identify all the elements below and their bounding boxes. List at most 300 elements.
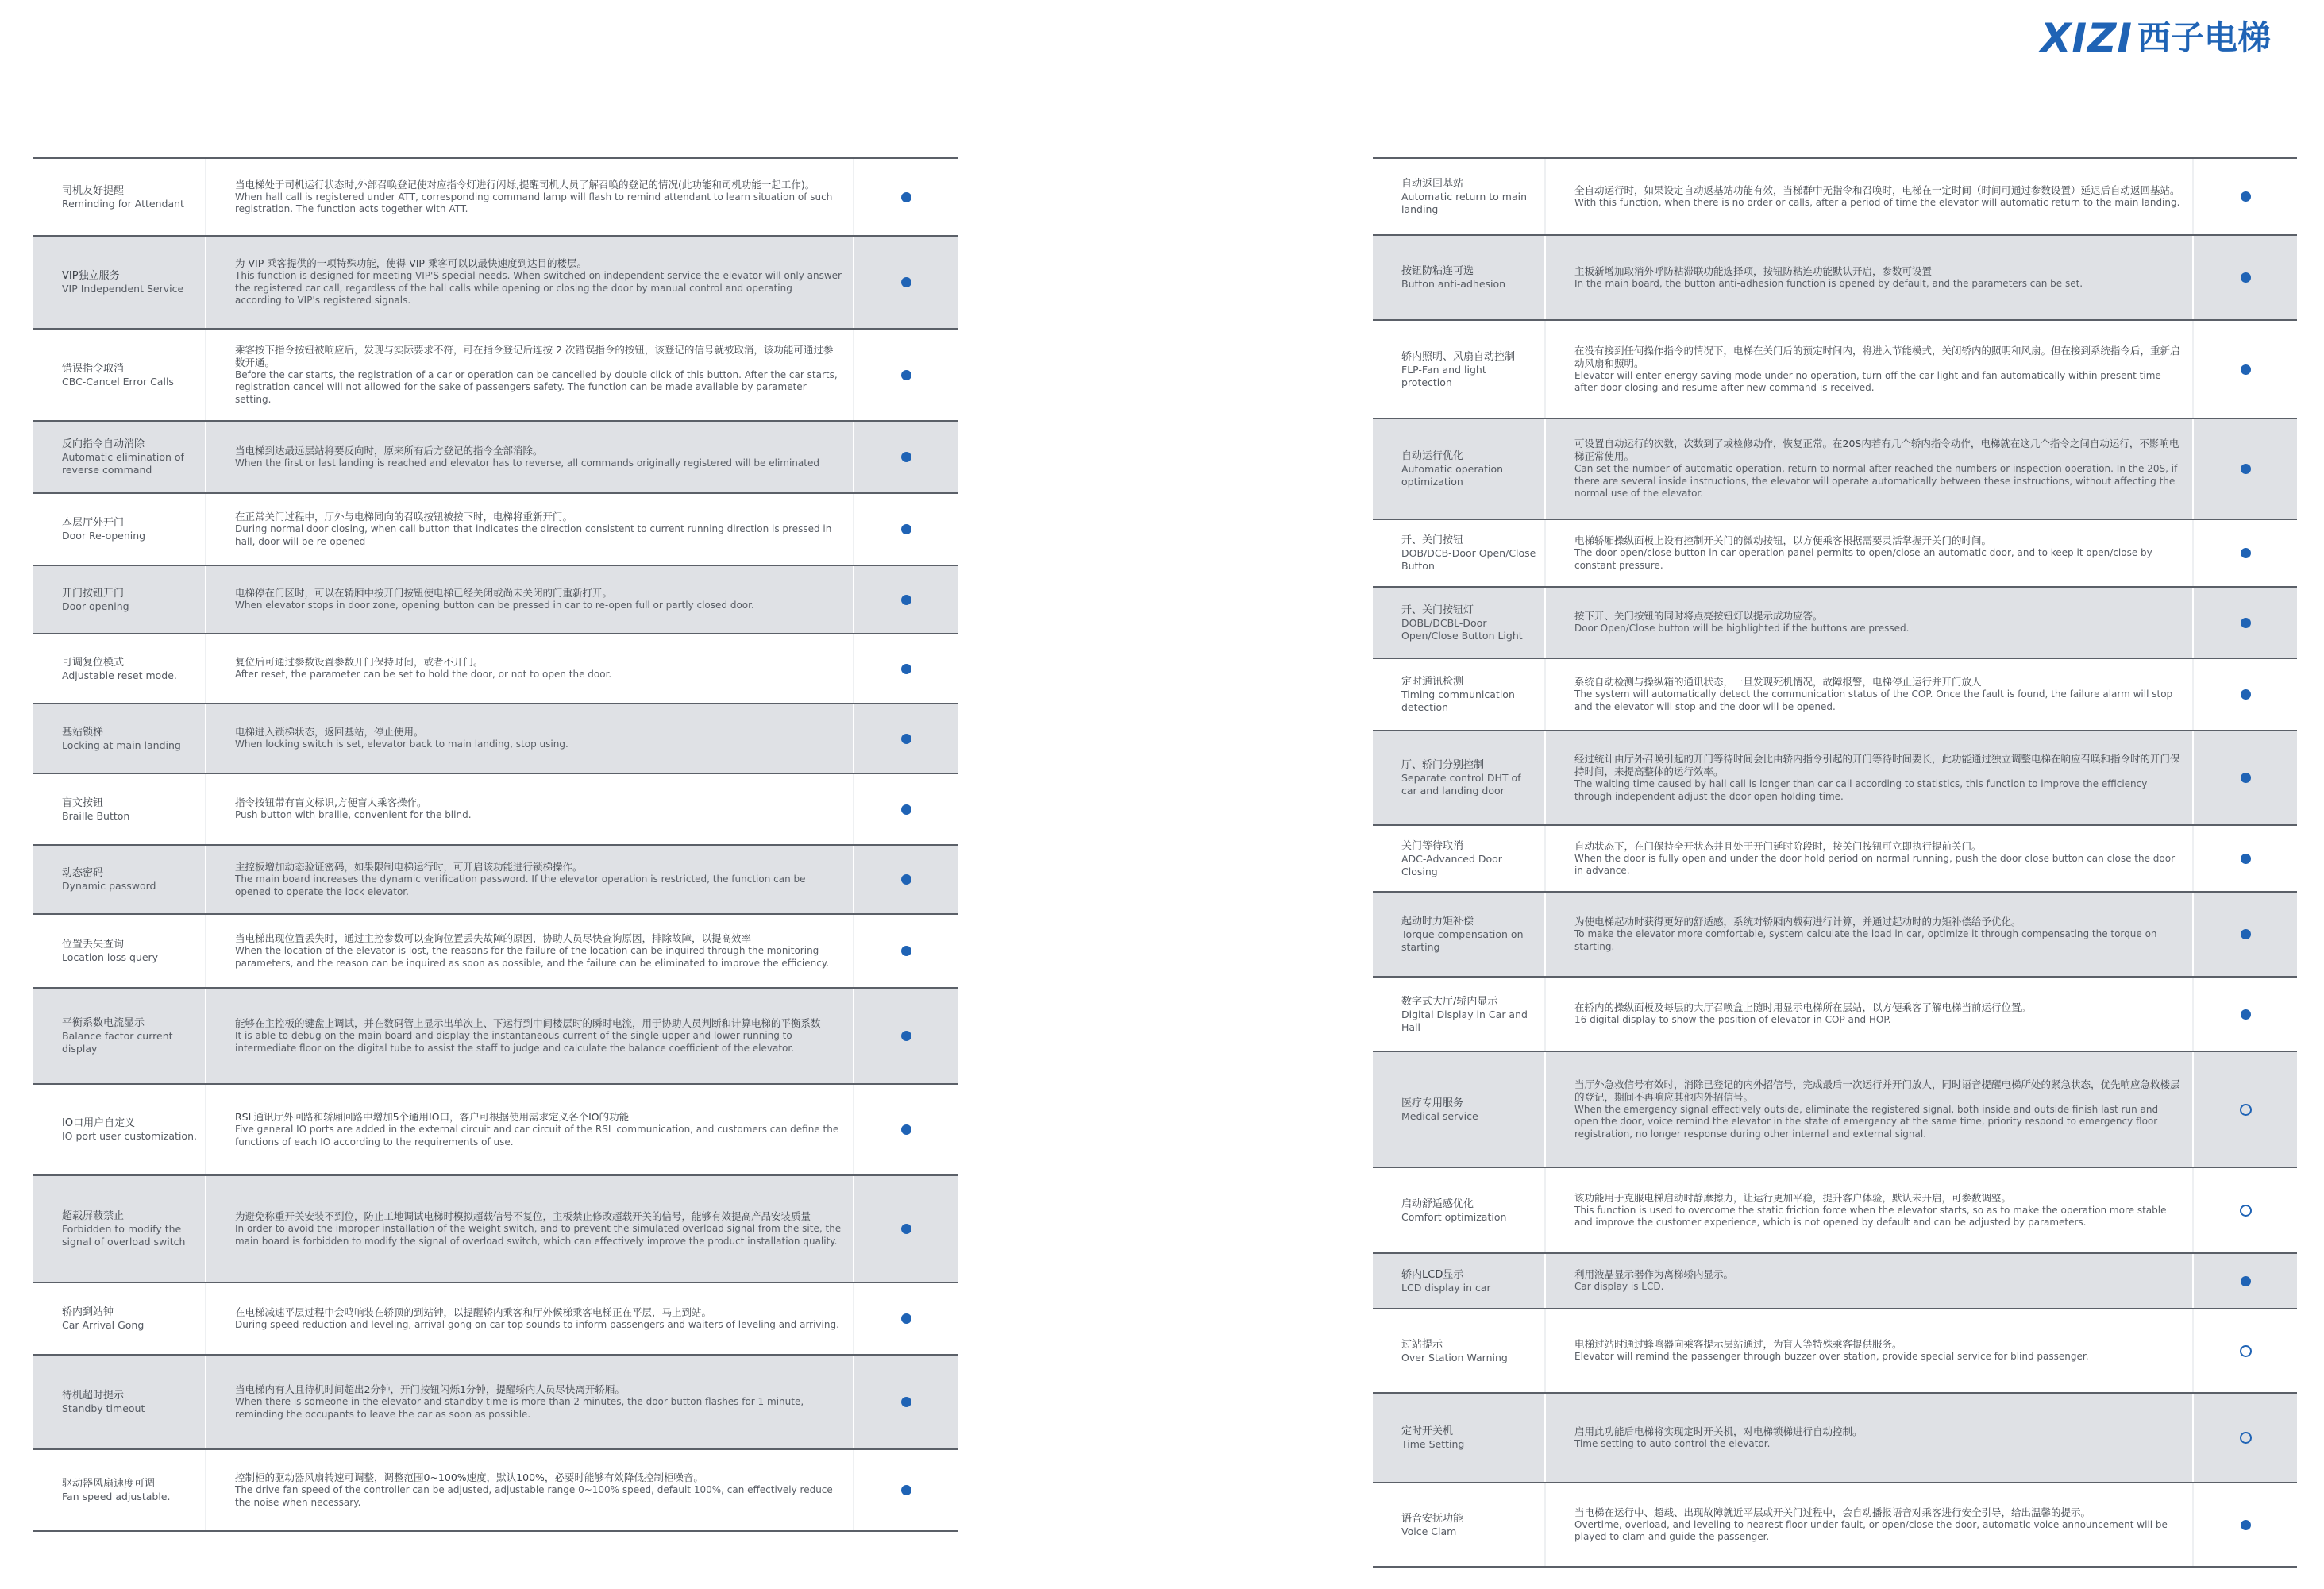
availability-cell	[854, 915, 958, 987]
feature-row	[33, 704, 958, 774]
feature-name-cn: 起动时力矩补偿	[1401, 916, 1474, 928]
feature-name-cell	[33, 1356, 206, 1448]
feature-description-cn: 电梯进入锁梯状态，返回基站，停止使用。	[235, 726, 424, 739]
feature-name-en: FLP-Fan and light protection	[1401, 363, 1486, 388]
feature-name-cell	[33, 634, 206, 703]
feature-name-cell	[33, 422, 206, 492]
feature-row	[1373, 588, 2297, 659]
feature-name-cell	[1373, 1052, 1546, 1167]
feature-name-en: DOB/DCB-Door Open/Close Button	[1401, 547, 1536, 572]
feature-description-en: The system will automatically detect the communication status of the COP. Once the fault is found, the failure alarm will stop and the elevator will stop and the door will be opened.	[1574, 688, 2173, 712]
feature-description-en: When the emergency signal effectively outside, eliminate the registered signal, both inside and outside finish last run and open the door, voice remind the elevator in the state of emergency at the same time, priority respond to emergency floor registration, no longer response during other internal and external signal.	[1574, 1103, 2159, 1140]
feature-description-cell	[1546, 520, 2194, 586]
brand-logo	[2041, 16, 2271, 60]
feature-name-en: Automatic return to main landing	[1401, 191, 1528, 215]
feature-description-cn: 自动状态下，在门保持全开状态并且处于开门延时阶段时，按关门按钮可立即执行提前关门。	[1574, 839, 1982, 852]
feature-description-cn: 全自动运行时，如果设定自动返基站功能有效，当梯群中无指令和召唤时，电梯在一定时间（时间可通过参数设置）延迟后自动返回基站。	[1574, 183, 2180, 196]
feature-description-cell	[1546, 236, 2194, 319]
feature-name-cn: 定时通讯检测	[1401, 676, 1464, 688]
feature-description-en: 16 digital display to show the position of elevator in COP and HOP.	[1574, 1014, 1891, 1026]
availability-cell	[2194, 520, 2297, 586]
feature-name-en: Timing communication detection	[1401, 688, 1515, 713]
feature-name-cn: 数字式大厅/轿内显示	[1401, 995, 1498, 1008]
feature-description-cell	[1546, 1168, 2194, 1252]
feature-description-cn: 当电梯处于司机运行状态时,外部召唤登记使对应指令灯进行闪烁,提醒司机人员了解召唤的登记的情况(此功能和司机功能一起工作)。	[235, 178, 815, 191]
availability-cell	[2194, 1394, 2297, 1482]
feature-description-cn: 复位后可通过参数设置参数开门保持时间，或者不开门。	[235, 656, 484, 669]
feature-table-left	[33, 157, 958, 1532]
optional-feature-ring-icon	[2240, 1104, 2252, 1116]
feature-description-cell	[1546, 978, 2194, 1051]
optional-feature-ring-icon	[2240, 1345, 2252, 1357]
feature-description-cn: 当厅外急救信号有效时，消除已登记的内外招信号，完成最后一次运行并开门放人，同时语音提醒电梯所处的紧急状态，优先响应急救楼层的登记，期间不再响应其他内外招信号。	[1574, 1078, 2180, 1103]
feature-name-en: DOBL/DCBL-Door Open/Close Button Light	[1401, 616, 1523, 642]
feature-description-en: When hall call is registered under ATT, corresponding command lamp will flash to remind attendant to learn situation of such registration. The function acts together with ATT.	[235, 191, 833, 214]
standard-feature-dot-icon	[901, 874, 911, 885]
feature-description-cell	[1546, 1254, 2194, 1308]
feature-description-en: When locking switch is set, elevator back to main landing, stop using.	[235, 739, 568, 750]
feature-description-cell	[1546, 826, 2194, 891]
feature-description-en: Overtime, overload, and leveling to nearest floor under fault, or open/close the door, automatic voice announcement will be played to clam and guide the passenger.	[1574, 1518, 2168, 1542]
availability-cell	[854, 330, 958, 420]
feature-description-en: The door open/close button in car operation panel permits to open/close an automatic door, and to keep it open/close by constant pressure.	[1574, 547, 2152, 571]
feature-description-cell	[1546, 1309, 2194, 1392]
feature-description-cn: 为避免称重开关安装不到位，防止工地调试电梯时模拟超载信号不复位，主板禁止修改超载开关的信号，能够有效提高产品安装质量	[235, 1210, 811, 1222]
brand-logo-en: XIZI	[2041, 15, 2133, 61]
feature-name-en: IO port user customization.	[62, 1130, 197, 1142]
feature-row	[33, 159, 958, 237]
feature-name-cn: 开、关门按钮	[1401, 534, 1464, 546]
availability-cell	[2194, 659, 2297, 730]
feature-description-cell	[206, 915, 854, 987]
feature-row	[33, 846, 958, 915]
feature-description-en: When elevator stops in door zone, opening button can be pressed in car to re-open full or partly closed door.	[235, 600, 754, 611]
feature-description-en: This function is used to overcome the static friction force when the elevator starts, so as to make the operation more stable and improve the customer experience, which is not opened by default and can be adjusted by parameters.	[1574, 1204, 2167, 1228]
feature-description-cell	[1546, 659, 2194, 730]
availability-cell	[854, 159, 958, 235]
feature-name-cn: 驱动器风扇速度可调	[62, 1478, 156, 1490]
standard-feature-dot-icon	[2241, 773, 2251, 783]
availability-cell	[854, 1283, 958, 1354]
feature-description-cell	[1546, 731, 2194, 824]
feature-row	[33, 566, 958, 634]
feature-description-cell	[206, 422, 854, 492]
feature-name-cn: IO口用户自定义	[62, 1117, 136, 1129]
feature-description-cell	[206, 1356, 854, 1448]
feature-name-cn: 按钮防粘连可选	[1401, 265, 1474, 277]
feature-description-cn: 在正常关门过程中，厅外与电梯同向的召唤按钮被按下时，电梯将重新开门。	[235, 511, 573, 523]
feature-description-cn: 在没有接到任何操作指令的情况下，电梯在关门后的预定时间内，将进入节能模式，关闭轿内的照明和风扇。但在接到系统指令后，重新启动风扇和照明。	[1574, 344, 2180, 369]
feature-description-en: When the door is fully open and under the door hold period on normal running, push the door close button can close the door in advance.	[1574, 852, 2176, 876]
availability-cell	[2194, 1483, 2297, 1566]
feature-description-cell	[206, 846, 854, 913]
feature-name-cn: 开门按钮开门	[62, 587, 125, 600]
feature-name-cell	[33, 1283, 206, 1354]
standard-feature-dot-icon	[901, 664, 911, 674]
availability-cell	[854, 704, 958, 773]
feature-name-en: Over Station Warning	[1401, 1351, 1508, 1363]
feature-description-cn: 在电梯减速平层过程中会鸣响装在轿顶的到站钟，以提醒轿内乘客和厅外候梯乘客电梯正在平层，马上到站。	[235, 1306, 712, 1318]
feature-row	[1373, 520, 2297, 588]
feature-description-cn: RSL通讯厅外回路和轿厢回路中增加5个通用IO口，客户可根据使用需求定义各个IO的功能	[235, 1111, 630, 1123]
feature-name-cn: 本层厅外开门	[62, 517, 125, 529]
feature-row	[33, 774, 958, 846]
feature-name-en: Digital Display in Car and Hall	[1401, 1008, 1528, 1033]
feature-description-en: The drive fan speed of the controller can be adjusted, adjustable range 0~100% speed, default 100%, can effectively reduce the noise when necessary.	[235, 1484, 833, 1508]
feature-description-en: Push button with braille, convenient for the blind.	[235, 809, 472, 821]
feature-description-cell	[206, 1085, 854, 1174]
feature-name-en: Automatic elimination of reverse command	[62, 451, 184, 476]
feature-description-cn: 当电梯到达最远层站将要反向时，原来所有后方登记的指令全部消除。	[235, 444, 543, 457]
feature-row	[1373, 1394, 2297, 1483]
feature-name-cn: 过站提示	[1401, 1338, 1443, 1351]
feature-description-en: In the main board, the button anti-adhesion function is opened by default, and the parameters can be set.	[1574, 277, 2083, 289]
availability-cell	[854, 1176, 958, 1282]
feature-name-en: Door Re-opening	[62, 530, 146, 542]
feature-name-cell	[33, 237, 206, 328]
feature-description-cn: 当电梯在运行中、超载、出现故障就近平层或开关门过程中，会自动播报语音对乘客进行安全引导，给出温馨的提示。	[1574, 1506, 2091, 1518]
feature-row	[33, 1085, 958, 1176]
standard-feature-dot-icon	[901, 1397, 911, 1407]
feature-description-en: The waiting time caused by hall call is longer than car call according to statistics, this function to improve the efficiency through independent adjust the door open holding time.	[1574, 778, 2148, 802]
availability-cell	[854, 237, 958, 328]
feature-name-cell	[1373, 978, 1546, 1051]
feature-name-cn: 盲文按钮	[62, 796, 104, 809]
feature-name-cell	[1373, 236, 1546, 319]
availability-cell	[2194, 1168, 2297, 1252]
feature-description-en: Elevator will enter energy saving mode under no operation, turn off the car light and fan automatically within present time after door closing and resume after new command is received.	[1574, 369, 2161, 393]
availability-cell	[2194, 826, 2297, 891]
feature-description-en: Can set the number of automatic operation, return to normal after reached the numbers or inspection operation. In the 20S, if there are several inside instructions, the elevator will operate automatically between these instructions, without affecting the normal use of the elevator.	[1574, 463, 2178, 499]
feature-description-cn: 当电梯出现位置丢失时，通过主控参数可以查询位置丢失故障的原因，协助人员尽快查询原因，排除故障，以提高效率	[235, 932, 752, 944]
standard-feature-dot-icon	[2241, 548, 2251, 558]
feature-description-cn: 主控板增加动态验证密码，如果限制电梯运行时，可开启该功能进行锁梯操作。	[235, 861, 583, 873]
availability-cell	[854, 566, 958, 633]
feature-name-cell	[1373, 826, 1546, 891]
feature-name-en: Dynamic password	[62, 880, 156, 892]
standard-feature-dot-icon	[2241, 364, 2251, 375]
feature-row	[1373, 978, 2297, 1052]
feature-name-cell	[33, 846, 206, 913]
feature-description-en: Elevator will remind the passenger through buzzer over station, provide special service for blind passenger.	[1574, 1351, 2089, 1363]
feature-name-cn: 语音安抚功能	[1401, 1512, 1464, 1525]
feature-description-cell	[1546, 159, 2194, 234]
feature-name-cn: 超载屏蔽禁止	[62, 1210, 125, 1222]
feature-description-cell	[206, 566, 854, 633]
optional-feature-ring-icon	[2240, 1432, 2252, 1444]
feature-name-en: Location loss query	[62, 951, 159, 963]
feature-name-cell	[1373, 893, 1546, 976]
feature-name-cn: 错误指令取消	[62, 362, 125, 375]
availability-cell	[854, 634, 958, 703]
feature-name-cell	[33, 704, 206, 773]
feature-description-cn: 系统自动检测与操纵箱的通讯状态，一旦发现死机情况，故障报警，电梯停止运行并开门放人	[1574, 676, 1982, 688]
feature-description-cn: 电梯过站时通过蜂鸣器向乘客提示层站通过，为盲人等特殊乘客提供服务。	[1574, 1338, 1902, 1351]
feature-description-cell	[1546, 419, 2194, 519]
availability-cell	[854, 422, 958, 492]
feature-name-cn: 轿内照明、风扇自动控制	[1401, 350, 1516, 363]
feature-row	[1373, 236, 2297, 321]
feature-description-cell	[1546, 1052, 2194, 1167]
feature-description-cn: 电梯停在门区时，可以在轿厢中按开门按钮使电梯已经关闭或尚未关闭的门重新打开。	[235, 587, 613, 600]
feature-name-en: Braille Button	[62, 809, 130, 822]
feature-description-cell	[206, 704, 854, 773]
feature-name-cn: 可调复位模式	[62, 656, 125, 669]
availability-cell	[2194, 1254, 2297, 1308]
feature-name-cell	[33, 1176, 206, 1282]
feature-name-cell	[1373, 731, 1546, 824]
feature-name-cn: 定时开关机	[1401, 1425, 1454, 1437]
feature-name-en: Locking at main landing	[62, 739, 181, 751]
feature-row	[1373, 731, 2297, 826]
feature-description-cn: 指令按钮带有盲文标识,方便盲人乘客操作。	[235, 796, 427, 809]
feature-description-cell	[1546, 1394, 2194, 1482]
availability-cell	[2194, 159, 2297, 234]
feature-name-cn: 反向指令自动消除	[62, 438, 145, 450]
standard-feature-dot-icon	[2241, 1276, 2251, 1286]
feature-name-en: Balance factor current display	[62, 1030, 173, 1055]
feature-description-cn: 在轿内的操纵面板及每层的大厅召唤盒上随时用显示电梯所在层站，以方便乘客了解电梯当前运行位置。	[1574, 1001, 2032, 1014]
availability-cell	[2194, 419, 2297, 519]
feature-description-en: In order to avoid the improper installation of the weight switch, and to prevent the simulated overload signal from the site, the main board is forbidden to modify the signal of overload switch, which can effectively improve the product installation quality.	[235, 1223, 842, 1247]
feature-name-cn: 司机友好提醒	[62, 184, 125, 197]
feature-name-en: Car Arrival Gong	[62, 1319, 145, 1331]
feature-name-en: Medical service	[1401, 1109, 1478, 1122]
availability-cell	[854, 1085, 958, 1174]
feature-name-en: Door opening	[62, 600, 129, 612]
feature-row	[33, 1283, 958, 1356]
feature-row	[1373, 321, 2297, 419]
feature-description-cell	[206, 237, 854, 328]
feature-name-cn: 启动舒适感优化	[1401, 1198, 1474, 1210]
feature-name-cell	[33, 1085, 206, 1174]
feature-name-cn: 开、关门按钮灯	[1401, 604, 1474, 616]
feature-name-cell	[1373, 520, 1546, 586]
feature-description-en: Five general IO ports are added in the external circuit and car circuit of the RSL communication, and customers can define the functions of each IO according to the requirements of use.	[235, 1124, 839, 1147]
feature-name-cn: 平衡系数电流显示	[62, 1017, 145, 1029]
availability-cell	[854, 1356, 958, 1448]
feature-description-en: After reset, the parameter can be set to hold the door, or not to open the door.	[235, 669, 612, 681]
standard-feature-dot-icon	[2241, 191, 2251, 202]
standard-feature-dot-icon	[901, 1313, 911, 1324]
feature-description-cn: 启用此功能后电梯将实现定时开关机，对电梯锁梯进行自动控制。	[1574, 1425, 1863, 1437]
feature-description-cell	[1546, 321, 2194, 418]
feature-name-en: Forbidden to modify the signal of overload switch	[62, 1223, 186, 1248]
standard-feature-dot-icon	[901, 1224, 911, 1234]
feature-description-cn: 经过统计由厅外召唤引起的开门等待时间会比由轿内指令引起的开门等待时间要长，此功能通过独立调整电梯在响应召唤和指令时的开门保持时间，来提高整体的运行效率。	[1574, 753, 2180, 777]
feature-name-cn: 轿内LCD显示	[1401, 1268, 1464, 1281]
feature-row	[1373, 1254, 2297, 1309]
feature-name-cell	[1373, 159, 1546, 234]
standard-feature-dot-icon	[901, 1485, 911, 1495]
feature-description-cn: 能够在主控板的键盘上调试，并在数码管上显示出单次上、下运行到中间楼层时的瞬时电流，用于协助人员判断和计算电梯的平衡系数	[235, 1017, 821, 1029]
feature-name-cell	[1373, 659, 1546, 730]
feature-description-cell	[206, 494, 854, 565]
feature-row	[1373, 659, 2297, 731]
feature-name-cn: 动态密码	[62, 867, 104, 879]
feature-name-en: Separate control DHT of car and landing door	[1401, 772, 1521, 796]
feature-description-en: Time setting to auto control the elevator.	[1574, 1437, 1771, 1449]
feature-description-cell	[1546, 588, 2194, 658]
feature-description-cell	[1546, 1483, 2194, 1566]
standard-feature-dot-icon	[901, 1031, 911, 1041]
standard-feature-dot-icon	[2241, 272, 2251, 283]
feature-row	[33, 1450, 958, 1532]
feature-name-cell	[1373, 1254, 1546, 1308]
availability-cell	[2194, 236, 2297, 319]
standard-feature-dot-icon	[901, 804, 911, 815]
standard-feature-dot-icon	[901, 595, 911, 605]
feature-name-en: Automatic operation optimization	[1401, 463, 1504, 488]
feature-description-cell	[206, 1176, 854, 1282]
feature-name-en: Voice Clam	[1401, 1525, 1457, 1537]
feature-name-en: Reminding for Attendant	[62, 197, 184, 210]
availability-cell	[2194, 1052, 2297, 1167]
feature-row	[1373, 826, 2297, 893]
feature-name-cell	[1373, 1309, 1546, 1392]
standard-feature-dot-icon	[2241, 689, 2251, 700]
feature-name-en: Adjustable reset mode.	[62, 669, 177, 681]
standard-feature-dot-icon	[2241, 854, 2251, 864]
feature-row	[33, 237, 958, 330]
feature-description-en: Car display is LCD.	[1574, 1281, 1664, 1293]
availability-cell	[2194, 321, 2297, 418]
feature-row	[33, 915, 958, 989]
feature-name-cn: 自动运行优化	[1401, 450, 1464, 462]
standard-feature-dot-icon	[2241, 464, 2251, 474]
feature-name-en: Standby timeout	[62, 1402, 145, 1414]
feature-description-en: To make the elevator more comfortable, system calculate the load in car, optimize it through compensating the torque on starting.	[1574, 928, 2157, 952]
feature-description-cn: 可设置自动运行的次数，次数到了或检修动作，恢复正常。在20S内若有几个轿内指令动作，电梯就在这几个指令之间自动运行，不影响电梯正常使用。	[1574, 438, 2179, 463]
feature-description-cn: 为使电梯起动时获得更好的舒适感，系统对轿厢内载荷进行计算，并通过起动时的力矩补偿给予优化。	[1574, 916, 2021, 928]
feature-name-cell	[33, 774, 206, 844]
feature-description-cell	[206, 330, 854, 420]
standard-feature-dot-icon	[901, 452, 911, 462]
standard-feature-dot-icon	[901, 192, 911, 202]
feature-row	[1373, 1168, 2297, 1254]
feature-name-cn: 待机超时提示	[62, 1390, 125, 1402]
feature-name-cn: 自动返回基站	[1401, 178, 1464, 190]
feature-row	[33, 1176, 958, 1283]
feature-name-en: VIP Independent Service	[62, 283, 184, 295]
feature-name-cn: 轿内到站钟	[62, 1306, 114, 1318]
feature-name-cn: 位置丢失查询	[62, 939, 125, 951]
feature-description-en: Before the car starts, the registration of a car or operation can be cancelled by double click of this button. After the car starts, registration cancel will not allowed for the sake of passengers safety. The function can be made available by parameter setting.	[235, 368, 838, 405]
feature-row	[1373, 1052, 2297, 1168]
standard-feature-dot-icon	[901, 734, 911, 744]
feature-name-en: Torque compensation on starting	[1401, 928, 1524, 953]
feature-description-cn: 为 VIP 乘客提供的一项特殊功能，使得 VIP 乘客可以以最快速度到达目的楼层。	[235, 257, 587, 270]
feature-name-cell	[33, 330, 206, 420]
feature-name-cell	[33, 915, 206, 987]
feature-description-cell	[1546, 893, 2194, 976]
availability-cell	[2194, 1309, 2297, 1392]
availability-cell	[854, 774, 958, 844]
feature-name-cell	[33, 1450, 206, 1530]
standard-feature-dot-icon	[2241, 929, 2251, 939]
standard-feature-dot-icon	[901, 370, 911, 380]
availability-cell	[854, 846, 958, 913]
standard-feature-dot-icon	[2241, 618, 2251, 628]
feature-name-cell	[33, 566, 206, 633]
feature-row	[1373, 893, 2297, 978]
feature-description-en: Door Open/Close button will be highlighted if the buttons are pressed.	[1574, 623, 1910, 634]
feature-description-cell	[206, 159, 854, 235]
feature-name-cn: 医疗专用服务	[1401, 1097, 1464, 1109]
feature-description-cell	[206, 1450, 854, 1530]
feature-description-cell	[206, 634, 854, 703]
feature-name-en: Fan speed adjustable.	[62, 1491, 171, 1502]
feature-name-cn: 厅、轿门分别控制	[1401, 759, 1485, 771]
feature-name-en: Button anti-adhesion	[1401, 278, 1506, 290]
feature-name-en: Comfort optimization	[1401, 1210, 1507, 1223]
feature-name-cn: 基站锁梯	[62, 726, 104, 739]
feature-name-cell	[1373, 1168, 1546, 1252]
availability-cell	[2194, 978, 2297, 1051]
feature-description-cn: 该功能用于克服电梯启动时静摩擦力，让运行更加平稳，提升客户体验，默认未开启，可参数调整。	[1574, 1191, 2012, 1204]
feature-row	[33, 989, 958, 1085]
feature-description-en: This function is designed for meeting VIP'S special needs. When switched on independent service the elevator will only answer the registered car call, regardless of the hall calls while opening or closing the door by manual control and operating according to VIP's registered signals.	[235, 270, 842, 307]
feature-description-cell	[206, 774, 854, 844]
feature-row	[1373, 1483, 2297, 1568]
availability-cell	[2194, 588, 2297, 658]
feature-name-cell	[33, 494, 206, 565]
feature-row	[33, 1356, 958, 1450]
feature-row	[1373, 1309, 2297, 1394]
optional-feature-ring-icon	[2240, 1205, 2252, 1217]
standard-feature-dot-icon	[901, 1124, 911, 1135]
availability-cell	[2194, 893, 2297, 976]
availability-cell	[854, 494, 958, 565]
feature-description-en: It is able to debug on the main board and display the instantaneous current of the single upper and lower running to intermediate floor on the digital tube to assist the staff to judge and calculate the balance coefficient of the elevator.	[235, 1030, 795, 1054]
feature-description-cn: 电梯轿厢操纵面板上设有控制开关门的微动按钮，以方便乘客根据需要灵活掌握开关门的时间。	[1574, 534, 1992, 546]
feature-description-en: When the location of the elevator is lost, the reasons for the failure of the location can be inquired through the monitoring parameters, and the reason can be inquired as soon as possible, and the failure can be eliminated to improve the efficiency.	[235, 945, 830, 969]
feature-description-cn: 控制柜的驱动器风扇转速可调整，调整范围0~100%速度，默认100%，必要时能够有效降低控制柜噪音。	[235, 1471, 703, 1483]
feature-name-en: LCD display in car	[1401, 1281, 1491, 1294]
feature-row	[33, 494, 958, 566]
feature-name-en: ADC-Advanced Door Closing	[1401, 852, 1502, 877]
feature-name-cell	[1373, 1394, 1546, 1482]
standard-feature-dot-icon	[901, 524, 911, 534]
feature-name-cn: VIP独立服务	[62, 270, 120, 282]
availability-cell	[854, 989, 958, 1083]
feature-description-en: With this function, when there is no order or calls, after a period of time the elevator will automatic return to the main landing.	[1574, 196, 2180, 208]
feature-description-cell	[206, 989, 854, 1083]
feature-name-cell	[1373, 321, 1546, 418]
brand-logo-cn: 西子电梯	[2137, 18, 2272, 57]
feature-row	[33, 634, 958, 704]
availability-cell	[2194, 731, 2297, 824]
feature-description-cell	[206, 1283, 854, 1354]
feature-row	[1373, 419, 2297, 520]
feature-description-en: The main board increases the dynamic verification password. If the elevator operation is restricted, the function can be opened to operate the lock elevator.	[235, 874, 806, 897]
feature-description-cn: 当电梯内有人且待机时间超出2分钟，开门按钮闪烁1分钟，提醒轿内人员尽快离开轿厢。	[235, 1383, 625, 1395]
feature-row	[1373, 159, 2297, 236]
standard-feature-dot-icon	[901, 277, 911, 287]
standard-feature-dot-icon	[901, 946, 911, 956]
feature-description-cn: 乘客按下指令按钮被响应后，发现与实际要求不符，可在指令登记后连按 2 次错误指令的按钮，该登记的信号就被取消，该功能可通过参数开通。	[235, 343, 834, 368]
feature-table-right	[1373, 157, 2297, 1568]
feature-name-en: CBC-Cancel Error Calls	[62, 375, 174, 388]
feature-description-en: When the first or last landing is reached and elevator has to reverse, all commands originally registered will be eliminated	[235, 457, 819, 469]
feature-row	[33, 422, 958, 494]
feature-name-cell	[1373, 588, 1546, 658]
feature-description-cn: 利用液晶显示器作为离梯轿内显示。	[1574, 1268, 1734, 1281]
feature-name-en: Time Setting	[1401, 1438, 1465, 1450]
feature-name-cell	[1373, 419, 1546, 519]
feature-name-cell	[33, 989, 206, 1083]
feature-row	[33, 330, 958, 422]
